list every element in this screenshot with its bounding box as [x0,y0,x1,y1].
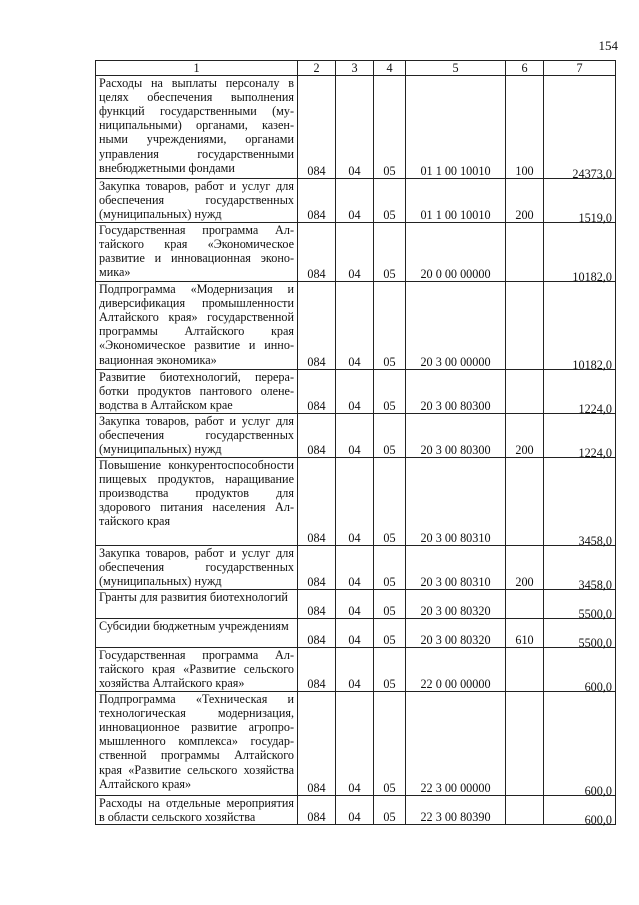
row-admin-code-text: 084 [307,531,326,545]
row-amount-text: 3458,0 [578,578,612,592]
row-subsection-code [374,282,406,370]
row-section-code-text: 04 [348,399,361,413]
row-section-code-text: 04 [348,575,361,589]
row-expense-type [506,692,544,796]
row-amount [544,179,616,223]
row-subsection-code [374,223,406,282]
row-target-code-text: 20 3 00 80300 [420,443,491,457]
row-amount [544,370,616,414]
row-section-code-text: 04 [348,604,361,618]
row-subsection-code [374,796,406,825]
row-name-cell [96,648,298,692]
row-admin-code-text: 084 [307,604,326,618]
header-col-7: 7 [544,61,616,76]
row-name-cell [96,619,298,648]
row-target-code-text: 22 3 00 00000 [420,781,491,795]
row-section-code [336,179,374,223]
row-expense-type-text: 200 [515,575,534,589]
row-section-code [336,76,374,179]
table-row [96,458,616,546]
row-admin-code-text: 084 [307,399,326,413]
row-section-code-text: 04 [348,355,361,369]
row-subsection-code [374,370,406,414]
row-section-code [336,223,374,282]
row-amount [544,76,616,179]
row-subsection-code-text: 05 [383,677,396,691]
row-name-cell [96,796,298,825]
row-name-cell-text: Гранты для развития биотехнологий [99,590,288,605]
row-subsection-code [374,76,406,179]
row-admin-code-text: 084 [307,208,326,222]
row-target-code-text: 01 1 00 10010 [420,164,491,178]
row-subsection-code-text: 05 [383,810,396,825]
row-section-code [336,648,374,692]
row-target-code-text: 22 0 00 00000 [420,677,491,691]
row-admin-code [298,179,336,223]
row-target-code [406,796,506,825]
row-section-code [336,692,374,796]
row-subsection-code [374,692,406,796]
row-name-cell-text: Закупка товаров, работ и услуг для обеспечения государственных (муниципальных) нужд [99,414,294,457]
row-name-cell [96,692,298,796]
row-expense-type [506,619,544,648]
table-row [96,76,616,179]
row-amount [544,546,616,590]
row-amount-text: 24373,0 [572,167,612,181]
row-expense-type [506,590,544,619]
row-admin-code [298,648,336,692]
row-section-code-text: 04 [348,633,361,647]
row-admin-code [298,692,336,796]
row-admin-code-text: 084 [307,443,326,457]
row-section-code [336,619,374,648]
row-section-code [336,590,374,619]
row-expense-type [506,370,544,414]
row-amount-text: 3458,0 [578,534,612,548]
row-expense-type [506,458,544,546]
row-name-cell-text: Подпрограмма «Модернизация и диверсификация промышленности Алтайского края» государственной программы Алтайского края «Экономическое развитие и инновационная экономика» [99,282,294,367]
row-name-cell-text: Закупка товаров, работ и услуг для обеспечения государственных (муниципальных) нужд [99,179,294,222]
row-amount [544,692,616,796]
row-target-code [406,282,506,370]
row-admin-code [298,414,336,458]
row-expense-type-text: 200 [515,208,534,222]
table-row [96,648,616,692]
row-admin-code [298,619,336,648]
header-col-5: 5 [406,61,506,76]
row-amount-text: 5500,0 [578,607,612,621]
row-target-code [406,692,506,796]
table-row [96,590,616,619]
row-amount [544,648,616,692]
row-section-code-text: 04 [348,164,361,178]
row-amount [544,796,616,828]
row-section-code [336,546,374,590]
table-row [96,692,616,796]
table-row [96,282,616,370]
row-admin-code [298,546,336,590]
row-admin-code [298,796,336,825]
row-target-code [406,648,506,692]
row-subsection-code [374,590,406,619]
row-amount [544,590,616,619]
header-col-4: 4 [374,61,406,76]
row-expense-type-text: 200 [515,443,534,457]
row-amount-text: 10182,0 [572,358,612,372]
row-name-cell [96,458,298,546]
row-expense-type [506,414,544,458]
row-target-code-text: 20 3 00 80310 [420,531,491,545]
row-subsection-code-text: 05 [383,164,396,178]
row-name-cell-text: Повышение конкурентоспособности пищевых продуктов, наращивание производства продуктов для здорового питания населения Алтайского края [99,458,294,529]
row-name-cell [96,370,298,414]
row-name-cell-text: Закупка товаров, работ и услуг для обеспечения государственных (муниципальных) нужд [99,546,294,589]
row-target-code-text: 20 3 00 80300 [420,399,491,413]
row-section-code-text: 04 [348,677,361,691]
row-subsection-code-text: 05 [383,633,396,647]
table-row [96,223,616,282]
page-number: 154 [598,38,618,53]
row-section-code-text: 04 [348,781,361,795]
row-admin-code-text: 084 [307,781,326,795]
row-target-code [406,546,506,590]
row-expense-type [506,648,544,692]
row-admin-code-text: 084 [307,810,326,825]
header-col-6: 6 [506,61,544,76]
row-amount [544,223,616,282]
row-expense-type-text: 610 [515,633,534,647]
row-name-cell [96,76,298,179]
header-row [96,61,616,76]
row-amount-text: 600,0 [584,813,612,828]
row-section-code-text: 04 [348,531,361,545]
row-subsection-code-text: 05 [383,267,396,281]
budget-table [95,60,616,828]
row-amount [544,458,616,546]
row-admin-code [298,223,336,282]
table-row [96,414,616,458]
table-row [96,370,616,414]
row-section-code [336,796,374,825]
row-amount-text: 1224,0 [578,402,612,416]
row-name-cell [96,223,298,282]
row-amount-text: 5500,0 [578,636,612,650]
row-target-code-text: 22 3 00 80390 [420,810,491,825]
row-target-code [406,458,506,546]
row-subsection-code [374,458,406,546]
row-amount-text: 600,0 [584,784,612,798]
row-admin-code-text: 084 [307,677,326,691]
row-target-code [406,76,506,179]
row-expense-type [506,546,544,590]
row-target-code [406,414,506,458]
row-subsection-code [374,179,406,223]
row-name-cell-text: Субсидии бюджетным учреждениям [99,619,289,634]
row-admin-code-text: 084 [307,575,326,589]
row-target-code [406,370,506,414]
row-expense-type [506,796,544,825]
row-name-cell-text: Развитие биотехнологий, переработки продуктов пантового оленеводства в Алтайском крае [99,370,294,413]
row-section-code-text: 04 [348,443,361,457]
table-row [96,619,616,648]
row-subsection-code [374,619,406,648]
row-amount [544,414,616,458]
row-subsection-code-text: 05 [383,399,396,413]
row-section-code [336,414,374,458]
row-amount [544,282,616,370]
row-section-code [336,282,374,370]
row-subsection-code-text: 05 [383,531,396,545]
row-admin-code-text: 084 [307,355,326,369]
row-subsection-code [374,414,406,458]
row-name-cell [96,282,298,370]
row-section-code-text: 04 [348,267,361,281]
table-row [96,179,616,223]
row-section-code-text: 04 [348,208,361,222]
row-amount [544,619,616,648]
row-expense-type [506,179,544,223]
row-target-code [406,619,506,648]
row-name-cell-text: Расходы на выплаты персоналу в целях обеспечения выполнения функций государственными (муниципальными) органами, казенными учреждениями, органами управления государственными внебюджетными фондами [99,76,294,175]
row-target-code [406,590,506,619]
row-section-code [336,370,374,414]
row-section-code [336,458,374,546]
header-col-2: 2 [298,61,336,76]
row-target-code [406,223,506,282]
table-row [96,546,616,590]
row-expense-type-text: 100 [515,164,534,178]
row-name-cell [96,546,298,590]
row-name-cell-text: Государственная программа Алтайского края «Экономическое развитие и инновационная экономика» [99,223,294,280]
row-admin-code [298,458,336,546]
row-admin-code [298,282,336,370]
row-expense-type [506,282,544,370]
row-admin-code-text: 084 [307,164,326,178]
header-col-3: 3 [336,61,374,76]
row-expense-type [506,223,544,282]
row-admin-code [298,76,336,179]
row-name-cell-text: Государственная программа Алтайского края «Развитие сельского хозяйства Алтайского края» [99,648,294,691]
row-subsection-code-text: 05 [383,208,396,222]
row-subsection-code-text: 05 [383,604,396,618]
row-subsection-code-text: 05 [383,355,396,369]
row-name-cell-text: Подпрограмма «Техническая и технологическая модернизация, инновационное развитие агропромышленного комплекса» государственной программы Алтайского края «Развитие сельского хозяйства Алтайского края» [99,692,294,791]
row-section-code-text: 04 [348,810,361,825]
row-name-cell-text: Расходы на отдельные мероприятия в области сельского хозяйства [99,796,294,825]
row-target-code-text: 20 3 00 00000 [420,355,491,369]
row-admin-code [298,370,336,414]
row-amount-text: 600,0 [584,680,612,694]
row-subsection-code-text: 05 [383,443,396,457]
row-target-code-text: 01 1 00 10010 [420,208,491,222]
row-target-code-text: 20 0 00 00000 [420,267,491,281]
row-amount-text: 1519,0 [578,211,612,225]
row-amount-text: 10182,0 [572,270,612,284]
row-subsection-code [374,648,406,692]
table-row [96,796,616,825]
row-subsection-code [374,546,406,590]
row-admin-code-text: 084 [307,633,326,647]
row-subsection-code-text: 05 [383,781,396,795]
row-expense-type [506,76,544,179]
row-admin-code-text: 084 [307,267,326,281]
table-body [96,76,616,828]
row-name-cell [96,179,298,223]
row-admin-code [298,590,336,619]
row-subsection-code-text: 05 [383,575,396,589]
row-target-code-text: 20 3 00 80320 [420,633,491,647]
row-target-code [406,179,506,223]
row-amount-text: 1224,0 [578,446,612,460]
row-target-code-text: 20 3 00 80310 [420,575,491,589]
row-target-code-text: 20 3 00 80320 [420,604,491,618]
header-col-1: 1 [96,61,298,76]
row-name-cell [96,590,298,619]
row-name-cell [96,414,298,458]
